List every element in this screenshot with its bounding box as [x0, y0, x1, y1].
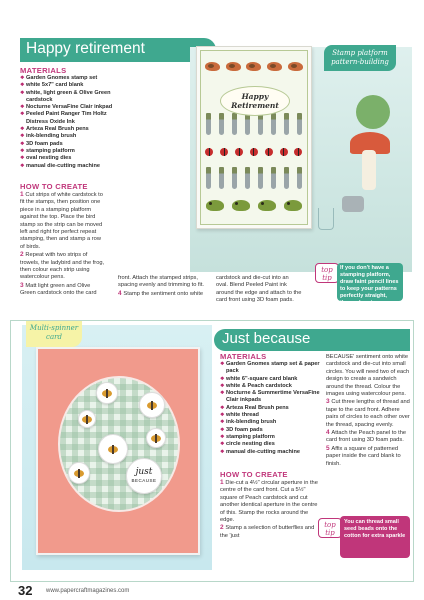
- frog-icon: [232, 200, 250, 211]
- step-number: 4: [326, 429, 332, 437]
- bird-icon: [267, 62, 282, 71]
- spinner-butterfly: [139, 392, 165, 418]
- spinner-butterfly: [146, 428, 166, 448]
- page-title-happy-retirement: Happy retirement: [26, 40, 145, 57]
- trowel-icon: [219, 167, 224, 189]
- material-item: ❖ white 5x7" card blank: [20, 82, 130, 89]
- ladybird-icon: [294, 148, 302, 156]
- retirement-card-panel: [200, 50, 308, 225]
- ladybird-strip: [202, 148, 306, 156]
- material-item: ❖ 3D foam pads: [20, 141, 130, 148]
- sentiment-because: BECAUSE: [131, 477, 157, 483]
- trowel-icon: [297, 113, 302, 135]
- butterfly-icon: [147, 402, 157, 409]
- photo-label-stamp-platform: Stamp platform pattern-building: [324, 45, 396, 71]
- material-item: ❖ oval nesting dies: [20, 155, 130, 162]
- instruction-step: [326, 354, 410, 398]
- instruction-step: [20, 191, 106, 251]
- tip-badge-word-tip: tip: [325, 529, 335, 537]
- tip-badge-word-tip: tip: [322, 274, 332, 282]
- spinner-sentiment: [126, 458, 162, 494]
- butterfly-icon: [151, 435, 161, 442]
- material-item: ❖ ink-blending brush: [20, 133, 130, 140]
- photo-label-multi-spinner: Multi-spinner card: [26, 321, 82, 347]
- trowel-icon: [271, 167, 276, 189]
- frog-icon: [284, 200, 302, 211]
- trowel-icon: [206, 113, 211, 135]
- trowel-icon: [284, 167, 289, 189]
- sentiment-line-2: Retirement: [231, 101, 279, 110]
- materials-list-bottom: [220, 361, 320, 456]
- instruction-step: [220, 479, 318, 524]
- instructions-column-2: [118, 275, 204, 298]
- ladybird-icon: [220, 148, 228, 156]
- material-item: ❖ white & Peach cardstock: [220, 383, 320, 390]
- howto-heading: HOW TO CREATE: [20, 182, 88, 191]
- materials-heading: MATERIALS: [20, 66, 67, 75]
- trowel-icon: [206, 167, 211, 189]
- step-text: front. Attach the stamped strips, spacing evenly and trimming to fit.: [118, 275, 204, 289]
- step-text: Stamp the sentiment onto white: [123, 290, 204, 297]
- step-number: 5: [326, 444, 332, 452]
- step-text: Repeat with two strips of trowels, the ladybird and the frog, then colour each strip using watercolour pens.: [20, 252, 105, 281]
- material-item: ❖ ink-blending brush: [220, 419, 320, 426]
- trowel-icon: [271, 113, 276, 135]
- instruction-step: [20, 282, 106, 298]
- trowel-icon: [245, 113, 250, 135]
- watering-can-decoration: [342, 196, 364, 212]
- material-item: ❖ white, light green & Olive Green cardstock: [20, 90, 130, 105]
- frog-strip: [202, 200, 306, 211]
- bird-icon: [205, 62, 220, 71]
- material-item: ❖ Nocturne VersaFine Clair inkpad: [20, 104, 130, 111]
- material-item: ❖ circle nesting dies: [220, 441, 320, 448]
- step-text: Matt light green and Olive Green cardstock onto the card: [20, 282, 97, 297]
- spinner-butterfly: [78, 410, 96, 428]
- trowel-icon: [232, 113, 237, 135]
- instruction-step: [326, 398, 410, 429]
- spinner-butterfly: [96, 382, 118, 404]
- instructions-column-1: [20, 191, 106, 298]
- trowel-icon: [284, 113, 289, 135]
- material-item: ❖ white 6"-square card blank: [220, 376, 320, 383]
- material-item: ❖ Arteza Real Brush pens: [20, 126, 130, 133]
- ladybird-icon: [265, 148, 273, 156]
- frog-icon: [258, 200, 276, 211]
- instructions-column-1-bottom: [220, 479, 318, 540]
- trowel-icon: [232, 167, 237, 189]
- instruction-step: [326, 445, 410, 468]
- mushroom-stem: [362, 150, 376, 190]
- page-number: 32: [18, 583, 33, 598]
- ladybird-icon: [235, 148, 243, 156]
- sentiment-line-1: Happy: [241, 92, 269, 101]
- material-item: ❖ Garden Gnomes stamp set: [20, 75, 130, 82]
- material-item: ❖ Peeled Paint Ranger Tim Holtz Distress Oxide Ink: [20, 111, 130, 126]
- material-item: ❖ Garden Gnomes stamp set & paper pack: [220, 361, 320, 376]
- materials-list: [20, 75, 130, 170]
- top-tip-text: If you don't have a stamping platform, draw faint pencil lines to keep your patterns perfectly straight, then rub out: [337, 263, 403, 301]
- tip-badge-word-top: top: [321, 266, 333, 274]
- material-item: ❖ manual die-cutting machine: [220, 449, 320, 456]
- step-number: 2: [220, 524, 226, 532]
- material-item: ❖ Nocturne & Summertime VersaFine Clair inkpads: [220, 390, 320, 405]
- trowel-strip-2: [202, 166, 306, 190]
- step-number: 1: [220, 479, 226, 486]
- trowel-icon: [219, 113, 224, 135]
- instruction-step: [118, 275, 204, 290]
- bird-icon: [226, 62, 241, 71]
- step-text: Attach the Peach panel to the card front using 3D foam pads.: [326, 430, 407, 444]
- butterfly-icon: [74, 470, 84, 477]
- section-title-just-because: Just because: [222, 330, 311, 347]
- bottom-tip-badge: [318, 518, 342, 538]
- glass-decoration: [318, 208, 334, 230]
- materials-heading-bottom: MATERIALS: [220, 352, 267, 361]
- bird-icon: [246, 62, 261, 71]
- step-number: 2: [20, 251, 26, 259]
- step-text: Stamp a selection of butterflies and the 'just: [220, 525, 315, 539]
- butterfly-icon: [102, 390, 112, 397]
- bird-icon: [288, 62, 303, 71]
- sentiment-just: just: [135, 466, 153, 477]
- ladybird-icon: [250, 148, 258, 156]
- trowel-icon: [297, 167, 302, 189]
- top-tip-badge: [315, 263, 339, 283]
- howto-heading-bottom: HOW TO CREATE: [220, 470, 288, 479]
- material-item: ❖ white thread: [220, 412, 320, 419]
- instruction-step: [118, 290, 204, 298]
- instruction-step: [220, 524, 318, 540]
- instructions-column-3: cardstock and die-cut into an oval. Blend Peeled Paint ink around the edge and attach to the card front using 3D foam pads.: [216, 275, 302, 304]
- step-number: 1: [20, 191, 26, 198]
- trowel-icon: [245, 167, 250, 189]
- instruction-step: [20, 251, 106, 282]
- material-item: ❖ 3D foam pads: [220, 427, 320, 434]
- footer-url: www.papercraftmagazines.com: [46, 588, 130, 594]
- material-item: ❖ manual die-cutting machine: [20, 163, 130, 170]
- step-text: Affix a square of patterned paper inside the card blank to finish.: [326, 445, 401, 467]
- step-number: 3: [20, 281, 26, 289]
- bottom-title-bar: [214, 329, 410, 351]
- spinner-butterfly: [68, 462, 90, 484]
- ladybird-icon: [280, 148, 288, 156]
- frog-icon: [206, 200, 224, 211]
- step-text: Cut three lengths of thread and tape to the card front. Adhere pairs of circles to each other over the thread, spacing evenly.: [326, 399, 410, 428]
- step-text: BECAUSE' sentiment onto white cardstock and die-cut into small circles. You will need two of each design to create a sandwich around the thread. Colour the images using watercolour pens.: [326, 354, 410, 398]
- ladybird-icon: [205, 148, 213, 156]
- tip-badge-word-top: top: [324, 521, 336, 529]
- bird-strip: [202, 62, 306, 71]
- top-title-bar: [20, 38, 216, 62]
- material-item: ❖ stamping platform: [220, 434, 320, 441]
- material-item: ❖ stamping platform: [20, 148, 130, 155]
- trowel-icon: [258, 167, 263, 189]
- trowel-icon: [258, 113, 263, 135]
- instructions-column-2-bottom: [326, 354, 410, 468]
- bottom-tip-text: You can thread small seed beads onto the cotton for extra sparkle: [340, 516, 410, 558]
- step-number: 4: [118, 289, 124, 297]
- material-item: ❖ Arteza Real Brush pens: [220, 405, 320, 412]
- butterfly-icon: [108, 446, 118, 453]
- tree-decoration: [356, 95, 390, 129]
- step-number: 3: [326, 398, 332, 406]
- butterfly-icon: [82, 416, 92, 423]
- instruction-step: [326, 429, 410, 445]
- step-text: Die-cut a 4½" circular aperture in the centre of the card front. Cut a 5½" square of Peach cardstock and cut another identical aperture in the centre of this. Stamp the rocks around the edge.: [220, 480, 318, 524]
- card-sentiment-oval: [220, 86, 290, 116]
- spinner-butterfly: [98, 434, 128, 464]
- step-text: Cut strips of white cardstock to fit the stamps, then position one piece in a stamping platform against the top. Place the bird stamp so the strip can be moved left and right for perfect repeat stamping, then and stamp a row of birds.: [20, 192, 103, 250]
